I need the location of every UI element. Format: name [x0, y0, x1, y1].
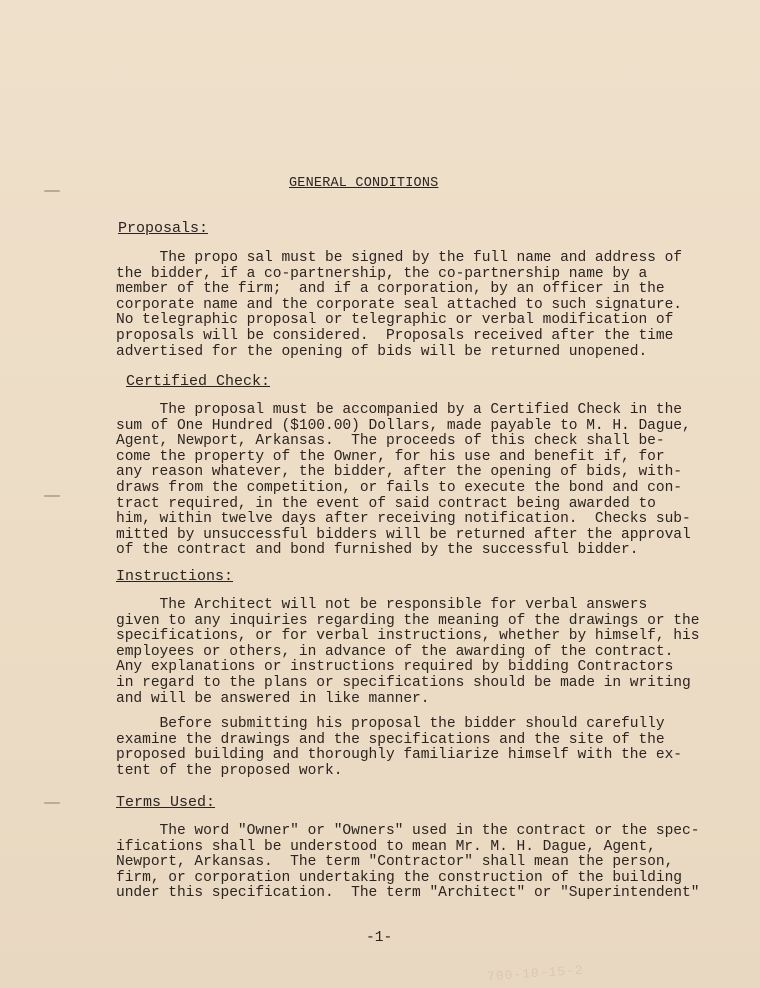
text-line: The word "Owner" or "Owners" used in the contract or the spec-	[116, 823, 700, 839]
text-line: Agent, Newport, Arkansas. The proceeds of this check shall be-	[116, 433, 665, 450]
text-line: and will be answered in like manner.	[116, 690, 430, 707]
section-heading-certified-check: Certified Check:	[126, 373, 271, 390]
punch-mark	[44, 495, 60, 497]
punch-mark	[44, 802, 60, 804]
text-line: specifications, or for verbal instructions, whether by himself, his	[116, 628, 700, 645]
paragraph-certified-check	[116, 403, 691, 559]
text-line: him, within twelve days after receiving notification. Checks sub-	[116, 511, 691, 528]
text-line: employees or others, in advance of the awarding of the contract.	[116, 643, 674, 660]
back-stamp-show-through: 700-10-15-2	[486, 962, 585, 985]
text-line: No telegraphic proposal or telegraphic or verbal modification of	[116, 312, 674, 329]
text-line: in regard to the plans or specifications should be made in writing	[116, 674, 691, 691]
text-line: The proposal must be accompanied by a Certified Check in the	[116, 402, 682, 418]
text-line: Any explanations or instructions required by bidding Contractors	[116, 659, 674, 676]
text-line: corporate name and the corporate seal attached to such signature.	[116, 296, 682, 313]
text-line: under this specification. The term "Architect" or "Superintendent"	[116, 885, 700, 902]
text-line: come the property of the Owner, for his use and benefit if, for	[116, 448, 665, 465]
text-line: ifications shall be understood to mean Mr. M. H. Dague, Agent,	[116, 838, 656, 855]
text-line: firm, or corporation undertaking the construction of the building	[116, 869, 682, 886]
paragraph-terms-used	[116, 824, 699, 902]
section-heading-terms-used: Terms Used:	[116, 794, 216, 811]
text-line: member of the firm; and if a corporation, by an officer in the	[116, 281, 665, 298]
text-line: any reason whatever, the bidder, after the opening of bids, with-	[116, 464, 682, 481]
text-line: Before submitting his proposal the bidder should carefully	[116, 716, 665, 732]
punch-mark	[44, 190, 60, 192]
section-heading-proposals: Proposals:	[118, 220, 209, 237]
text-line: given to any inquiries regarding the meaning of the drawings or the	[116, 612, 700, 629]
document-title: GENERAL CONDITIONS	[289, 176, 439, 191]
text-line: of the contract and bond furnished by the successful bidder.	[116, 542, 639, 559]
text-line: tent of the proposed work.	[116, 762, 343, 779]
text-line: tract required, in the event of said contract being awarded to	[116, 495, 656, 512]
text-line: the bidder, if a co-partnership, the co-partnership name by a	[116, 265, 648, 282]
text-line: mitted by unsuccessful bidders will be returned after the approval	[116, 526, 691, 543]
paragraph-instructions	[116, 598, 699, 707]
text-line: draws from the competition, or fails to execute the bond and con-	[116, 479, 682, 496]
text-line: The propo sal must be signed by the full name and address of	[116, 250, 682, 266]
text-line: proposed building and thoroughly familiarize himself with the ex-	[116, 747, 682, 764]
paragraph-instructions-2	[116, 717, 682, 779]
section-heading-instructions: Instructions:	[116, 568, 234, 585]
text-line: Newport, Arkansas. The term "Contractor" shall mean the person,	[116, 854, 674, 871]
page-number: -1-	[366, 930, 393, 946]
text-line: advertised for the opening of bids will be returned unopened.	[116, 343, 648, 360]
text-line: sum of One Hundred ($100.00) Dollars, made payable to M. H. Dague,	[116, 417, 691, 434]
text-line: proposals will be considered. Proposals received after the time	[116, 327, 674, 344]
paragraph-proposals	[116, 251, 682, 360]
text-line: examine the drawings and the specifications and the site of the	[116, 731, 665, 748]
text-line: The Architect will not be responsible for verbal answers	[116, 597, 648, 613]
